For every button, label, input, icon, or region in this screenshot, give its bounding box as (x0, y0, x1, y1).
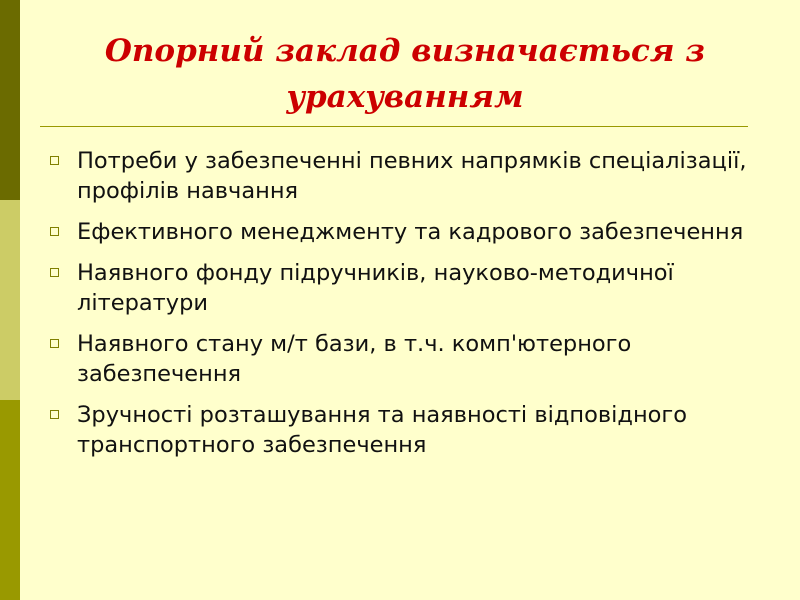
bullet-text: Потреби у забезпеченні певних напрямків спеціалізації, профілів навчання (77, 148, 747, 204)
bullet-item (48, 258, 768, 318)
bullet-item (48, 329, 768, 389)
bullet-item (48, 217, 768, 247)
bullet-item (48, 400, 768, 460)
bullet-item (48, 146, 768, 206)
hollow-square-icon (50, 268, 59, 277)
hollow-square-icon (50, 227, 59, 236)
hollow-square-icon (50, 156, 59, 165)
bullet-list (48, 146, 768, 471)
hollow-square-icon (50, 410, 59, 419)
slide-title: Опорний заклад визначається з урахуванням (104, 33, 706, 115)
sidebar-band-middle (0, 200, 20, 400)
sidebar-band-bottom (0, 400, 20, 600)
bullet-text: Наявного фонду підручників, науково-методичної літератури (77, 260, 674, 316)
bullet-text: Зручності розташування та наявності відповідного транспортного забезпечення (77, 402, 688, 458)
hollow-square-icon (50, 339, 59, 348)
bullet-text: Наявного стану м/т бази, в т.ч. комп'ютерного забезпечення (77, 331, 632, 387)
bullet-text: Ефективного менеджменту та кадрового забезпечення (77, 219, 744, 245)
sidebar-band-top (0, 0, 20, 200)
title-divider (40, 126, 748, 127)
